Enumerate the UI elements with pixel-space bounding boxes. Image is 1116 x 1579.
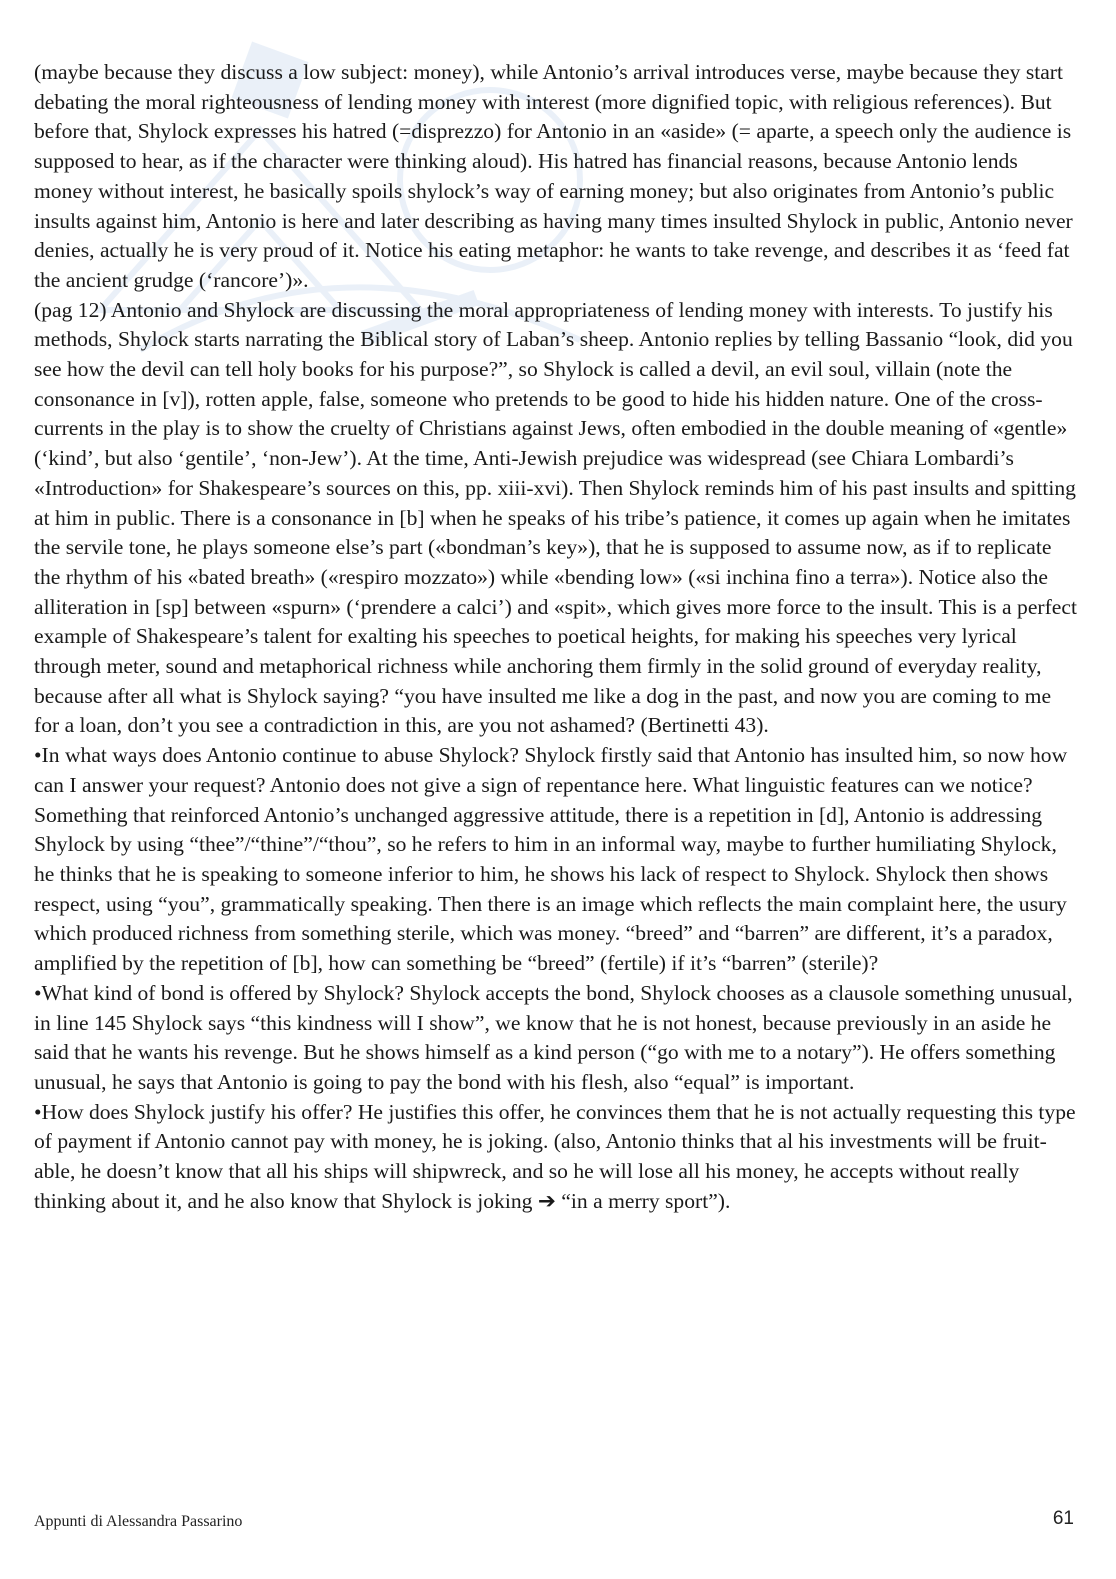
body-text: [34, 58, 1080, 1216]
paragraph-justify-question: •How does Shylock justify his offer? He justifies this offer, he convinces them that he is not actually requesting this type of payment if Antonio cannot pay with money, he is joking. (also, Antonio thinks that al his investments will be fruit-able, he doesn’t know that all his ships will shipwreck, and so he will lose all his money, he accepts without really thinking about it, and he also know that Shylock is joking ➔ “in a merry sport”).: [34, 1099, 1076, 1213]
paragraph-pag-12: (pag 12) Antonio and Shylock are discussing the moral appropriateness of lending money with interests. To justify his methods, Shylock starts narrating the Biblical story of Laban’s sheep. Antonio replies by telling Bassanio “look, did you see how the devil can tell holy books for his purpose?”, so Shylock is called a devil, an evil soul, villain (note the consonance in [v]), rotten apple, false, someone who pretends to be good to hide his hidden nature. One of the cross-currents in the play is to show the cruelty of Christians against Jews, often embodied in the double meaning of «gentle» (‘kind’, but also ‘gentile’, ‘non-Jew’). At the time, Anti-Jewish prejudice was widespread (see Chiara Lombardi’s «Introduction» for Shakespeare’s sources on this, pp. xiii-xvi). Then Shylock reminds him of his past insults and spitting at him in public. There is a consonance in [b] when he speaks of his tribe’s patience, it comes up again when he imitates the servile tone, he plays someone else’s part («bondman’s key»), that he is supposed to assume now, as if to replicate the rhythm of his «bated breath» («respiro mozzato») while «bending low» («si inchina fino a terra»). Notice also the alliteration in [sp] between «spurn» (‘prendere a calci’) and «spit», which gives more force to the insult. This is a perfect example of Shakespeare’s talent for exalting his speeches to poetical heights, for making his speeches very lyrical through meter, sound and metaphorical richness while anchoring them firmly in the solid ground of everyday reality, because after all what is Shylock saying? “you have insulted me like a dog in the past, and now you are coming to me for a loan, don’t you see a contradiction in this, are you not ashamed? (Bertinetti 43).: [34, 297, 1077, 738]
paragraph-bond-question: •What kind of bond is offered by Shylock? Shylock accepts the bond, Shylock chooses as a clausole something unusual, in line 145 Shylock says “this kindness will I show”, we know that he is not honest, because previously in an aside he said that he wants his revenge. But he shows himself as a kind person (“go with me to a notary”). He offers something unusual, he says that Antonio is going to pay the bond with his flesh, also “equal” is important.: [34, 980, 1073, 1094]
paragraph-intro: (maybe because they discuss a low subject: money), while Antonio’s arrival introduces verse, maybe because they start debating the moral righteousness of lending money with interest (more dignified topic, with religious references). But before that, Shylock expresses his hatred (=disprezzo) for Antonio in an «aside» (= aparte, a speech only the audience is supposed to hear, as if the character were thinking aloud). His hatred has financial reasons, because Antonio lends money without interest, he basically spoils shylock’s way of earning money; but also originates from Antonio’s public insults against him, Antonio is here and later describing as having many times insulted Shylock in public, Antonio never denies, actually he is very proud of it. Notice his eating metaphor: he wants to take revenge, and describes it as ‘feed fat the ancient grudge (‘rancore’)».: [34, 60, 1073, 292]
page-number: 61: [1052, 1508, 1074, 1529]
paragraph-abuse-question: •In what ways does Antonio continue to abuse Shylock? Shylock firstly said that Antonio has insulted him, so now how can I answer your request? Antonio does not give a sign of repentance here. What linguistic features can we notice? Something that reinforced Antonio’s unchanged aggressive attitude, there is a repetition in [d], Antonio is addressing Shylock by using “thee”/“thine”/“thou”, so he refers to him in an informal way, maybe to further humiliating Shylock, he thinks that he is speaking to someone inferior to him, he shows his lack of respect to Shylock. Shylock then shows respect, using “you”, grammatically speaking. Then there is an image which reflects the main complaint here, the usury which produced richness from something sterile, which was money. “breed” and “barren” are different, it’s a paradox, amplified by the repetition of [b], how can something be “breed” (fertile) if it’s “barren” (sterile)?: [34, 743, 1068, 976]
footer-author: Appunti di Alessandra Passarino: [34, 1513, 243, 1530]
